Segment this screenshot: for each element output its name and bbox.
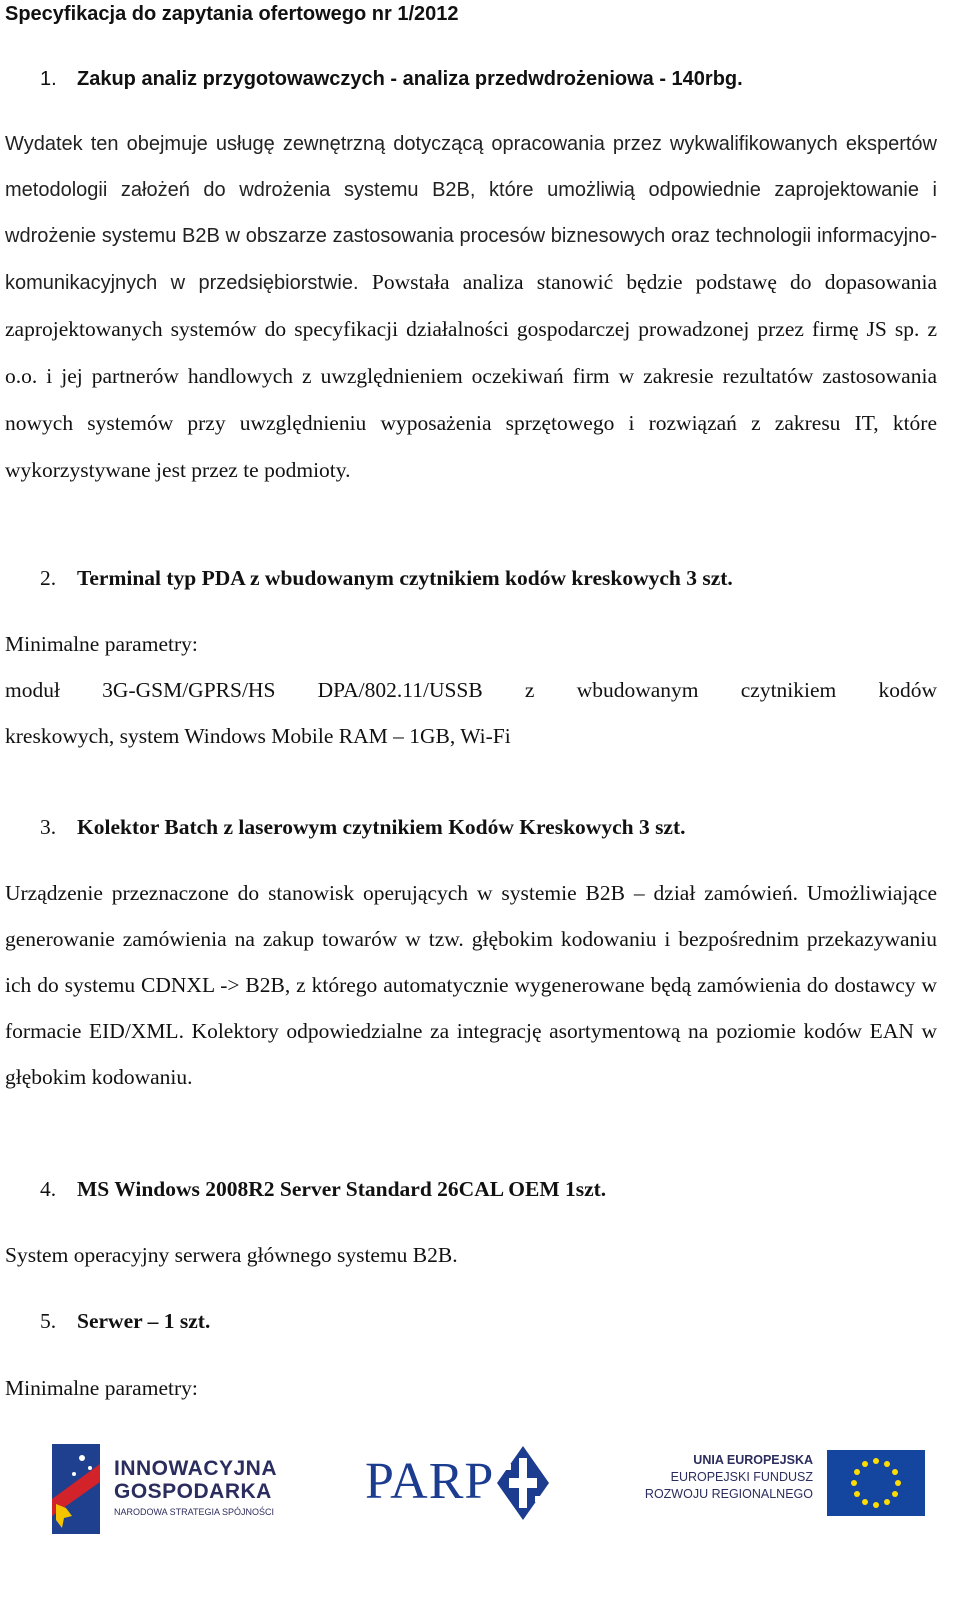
terminal-params-line2: kreskowych, system Windows Mobile RAM – 1GB, Wi-Fi bbox=[5, 724, 511, 748]
section-heading-3 bbox=[40, 814, 686, 840]
min-params-label-2: Minimalne parametry: bbox=[5, 1376, 198, 1400]
section-heading-4 bbox=[40, 1176, 606, 1202]
ig-title-line1: INNOWACYJNA bbox=[114, 1457, 278, 1480]
section-heading-text: MS Windows 2008R2 Server Standard 26CAL OEM 1szt. bbox=[77, 1177, 607, 1201]
eu-flag-icon bbox=[827, 1450, 925, 1516]
section-heading-2 bbox=[40, 565, 733, 591]
parp-emblem-icon bbox=[495, 1444, 551, 1522]
parp-logo bbox=[365, 1444, 555, 1522]
eu-text-line3: ROZWOJU REGIONALNEGO bbox=[644, 1487, 813, 1501]
parp-wordmark: PARP bbox=[365, 1453, 495, 1510]
section-heading-text: Serwer – 1 szt. bbox=[77, 1309, 211, 1333]
section-heading-1 bbox=[40, 66, 743, 92]
footer-logos bbox=[0, 1430, 960, 1560]
eu-logo bbox=[644, 1450, 925, 1518]
paragraph-analysis-part1: Wydatek ten obejmuje usługę zewnętrzną dotyczącą opracowania przez wykwalifikowanych ekspertów metodologii założeń do wdrożenia systemu B2B, które umożliwią odpowiednie zaprojektowanie i wdrożenie systemu B2B w obszarze zastosowania procesów biznesowych oraz technologii informacyjno-komunikacyjnych w przedsiębiorstwie. bbox=[5, 133, 937, 294]
section-number: 2. bbox=[40, 566, 57, 590]
terminal-params-line1: moduł 3G-GSM/GPRS/HS DPA/802.11/USSB z wbudowanym czytnikiem kodów bbox=[5, 678, 937, 702]
section-heading-text: Terminal typ PDA z wbudowanym czytnikiem kodów kreskowych 3 szt. bbox=[77, 566, 733, 590]
section-heading-5 bbox=[40, 1308, 210, 1334]
innowacyjna-gospodarka-logo bbox=[52, 1444, 312, 1534]
section-number: 1. bbox=[40, 68, 57, 90]
section-heading-text: Kolektor Batch z laserowym czytnikiem Kodów Kreskowych 3 szt. bbox=[77, 815, 686, 839]
min-params-label-1: Minimalne parametry: bbox=[5, 632, 198, 656]
paragraph-analysis bbox=[5, 121, 937, 494]
section-number: 4. bbox=[40, 1177, 57, 1201]
eu-text-line1: UNIA EUROPEJSKA bbox=[693, 1453, 813, 1467]
eu-text-line2: EUROPEJSKI FUNDUSZ bbox=[670, 1470, 813, 1484]
ig-subtitle: NARODOWA STRATEGIA SPÓJNOŚCI bbox=[114, 1507, 275, 1517]
ig-title-line2: GOSPODARKA bbox=[114, 1480, 272, 1503]
section-number: 5. bbox=[40, 1309, 57, 1333]
document-title: Specyfikacja do zapytania ofertowego nr 1/2012 bbox=[5, 3, 459, 25]
paragraph-analysis-part2: Powstała analiza stanowić będzie podstawę do dopasowania zaprojektowanych systemów do specyfikacji działalności gospodarczej prowadzonej przez firmę JS sp. z o.o. i jej partnerów handlowych z uwzględnieniem oczekiwań firm w zakresie rezultatów zastosowania nowych systemów przy uwzględnieniu wyposażenia sprzętowego i rozwiązań z zakresu IT, które wykorzystywane jest przez te podmioty. bbox=[5, 270, 937, 482]
section-heading-text: Zakup analiz przygotowawczych - analiza przedwdrożeniowa - 140rbg. bbox=[77, 68, 743, 90]
paragraph-os: System operacyjny serwera głównego systemu B2B. bbox=[5, 1243, 458, 1267]
section-number: 3. bbox=[40, 815, 57, 839]
paragraph-collector: Urządzenie przeznaczone do stanowisk operujących w systemie B2B – dział zamówień. Umożliwiające generowanie zamówienia na zakup towarów w tzw. głębokim kodowaniu i bezpośrednim przekazywaniu ich do systemu CDNXL -> B2B, z którego automatycznie wygenerowane będą zamówienia do dostawcy w formacie EID/XML. Kolektory odpowiedzialne za integrację asortymentową na poziomie kodów EAN w głębokim kodowaniu. bbox=[5, 881, 937, 1089]
